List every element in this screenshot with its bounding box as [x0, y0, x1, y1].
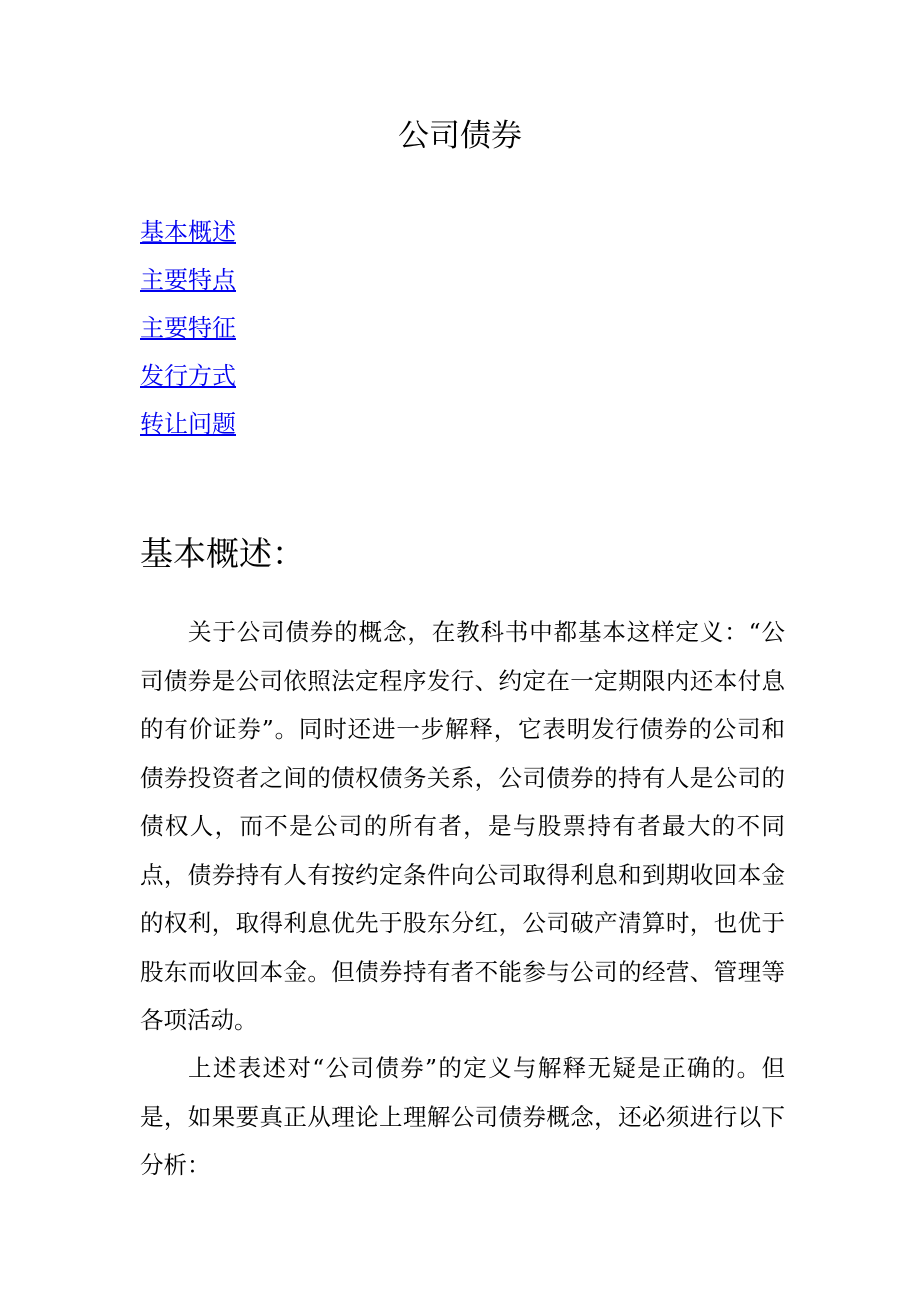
toc-item — [140, 208, 236, 256]
table-of-contents — [140, 208, 236, 448]
toc-link-main-features[interactable]: 主要特征 — [140, 314, 236, 342]
body-paragraph: 关于公司债券的概念，在教科书中都基本这样定义：“公司债券是公司依照法定程序发行、约定在一定期限内还本付息的有价证券”。同时还进一步解释，它表明发行债券的公司和债券投资者之间的债权债务关系，公司债券的持有人是公司的债权人，而不是公司的所有者，是与股票持有者最大的不同点，债券持有人有按约定条件向公司取得利息和到期收回本金的权利，取得利息优先于股东分红，公司破产清算时，也优于股东而收回本金。但债券持有者不能参与公司的经营、管理等各项活动。 — [140, 618, 785, 1034]
toc-item — [140, 352, 236, 400]
toc-item — [140, 256, 236, 304]
toc-item — [140, 400, 236, 448]
section-heading: 基本概述： — [140, 534, 305, 573]
body-paragraph: 上述表述对“公司债券”的定义与解释无疑是正确的。但是，如果要真正从理论上理解公司债券概念，还必须进行以下分析： — [140, 1054, 785, 1179]
toc-item — [140, 304, 236, 352]
toc-link-overview[interactable]: 基本概述 — [140, 218, 236, 246]
page-title: 公司债券 — [398, 118, 522, 154]
toc-link-transfer-issues[interactable]: 转让问题 — [140, 410, 236, 438]
toc-link-issuance-methods[interactable]: 发行方式 — [140, 362, 236, 390]
toc-link-main-characteristics[interactable]: 主要特点 — [140, 266, 236, 294]
